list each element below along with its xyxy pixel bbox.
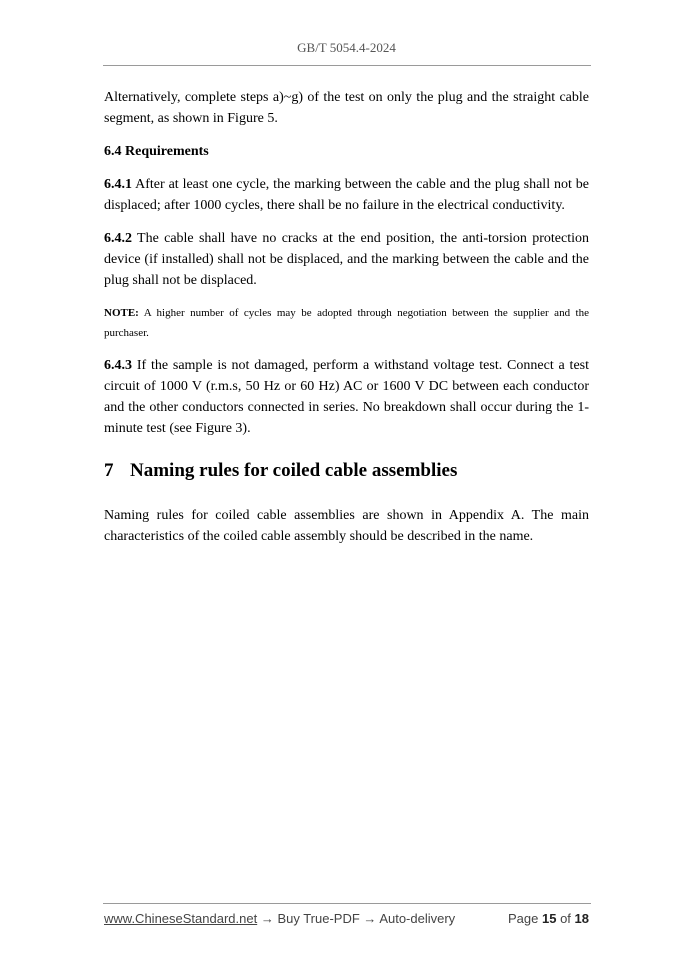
page-label: Page bbox=[507, 911, 539, 926]
note-text: A higher number of cycles may be adopted through negotiation between the supplier and the purchaser. bbox=[104, 307, 589, 339]
clause-number: 6.4.1 bbox=[104, 177, 132, 192]
footer-links bbox=[104, 911, 455, 926]
site-link[interactable]: www.ChineseStandard.net bbox=[104, 911, 258, 926]
section-7-paragraph: Naming rules for coiled cable assemblies are shown in Appendix A. The main characteristics of the coiled cable assembly should be described in the name. bbox=[104, 508, 589, 544]
note-paragraph bbox=[104, 303, 589, 343]
clause-number: 6.4.2 bbox=[104, 231, 132, 246]
current-page: 15 bbox=[541, 911, 557, 926]
arrow-icon: → bbox=[257, 911, 278, 926]
page-indicator bbox=[508, 911, 589, 926]
total-pages: 18 bbox=[574, 911, 589, 926]
arrow-icon: → bbox=[359, 911, 380, 926]
section-title: Naming rules for coiled cable assemblies bbox=[130, 460, 458, 481]
note-label: NOTE: bbox=[104, 307, 139, 319]
clause-text: The cable shall have no cracks at the end position, the anti-torsion protection device (if installed) shall not be displaced, and the marking between the cable and the plug shall not be displaced. bbox=[104, 231, 589, 288]
header-divider bbox=[103, 65, 591, 66]
auto-delivery-text: Auto-delivery bbox=[379, 911, 456, 926]
footer-divider bbox=[103, 903, 591, 904]
page-content bbox=[104, 87, 589, 559]
section-7-heading bbox=[104, 459, 589, 483]
clause-6-4-1 bbox=[104, 174, 589, 216]
clause-6-4-3 bbox=[104, 355, 589, 439]
page-footer bbox=[104, 911, 589, 926]
requirements-heading: 6.4 Requirements bbox=[104, 144, 209, 159]
header-standard-code: GB/T 5054.4-2024 bbox=[297, 40, 396, 55]
intro-paragraph: Alternatively, complete steps a)~g) of the test on only the plug and the straight cable segment, as shown in Figure 5. bbox=[104, 90, 589, 126]
clause-text: If the sample is not damaged, perform a withstand voltage test. Connect a test circuit of 1000 V (r.m.s, 50 Hz or 60 Hz) AC or 1600 V DC between each conductor and the other conductors connected in series. No breakdown shall occur during the 1-minute test (see Figure 3). bbox=[104, 358, 589, 436]
clause-6-4-2 bbox=[104, 228, 589, 291]
section-number: 7 bbox=[104, 460, 114, 481]
clause-number: 6.4.3 bbox=[104, 358, 132, 373]
of-label: of bbox=[560, 911, 571, 926]
clause-text: After at least one cycle, the marking between the cable and the plug shall not be displaced; after 1000 cycles, there shall be no failure in the electrical conductivity. bbox=[104, 177, 589, 213]
buy-pdf-text: Buy True-PDF bbox=[277, 911, 360, 926]
